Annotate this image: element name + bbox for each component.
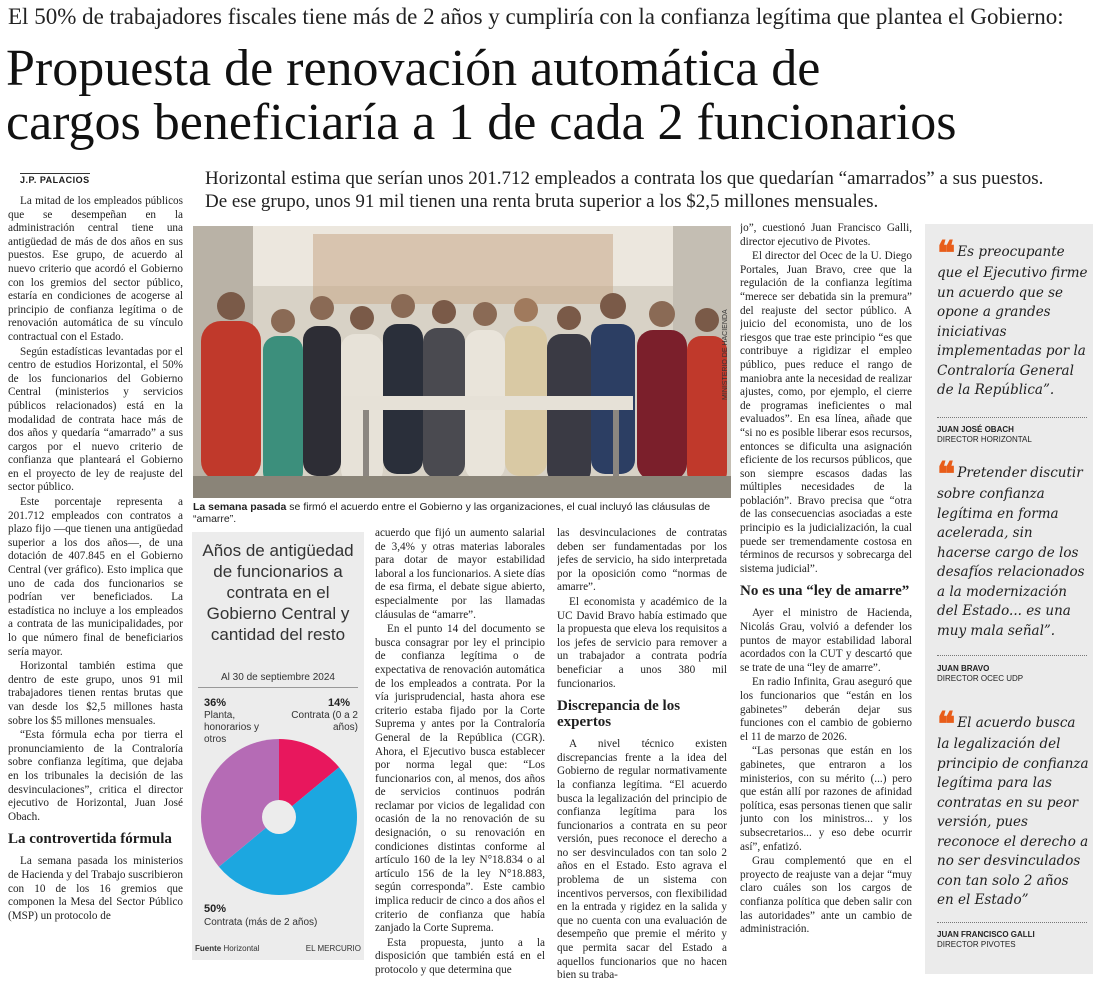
headline-line-2: cargos beneficiaría a 1 de cada 2 funcionarios [6,94,957,151]
quote-role: DIRECTOR HORIZONTAL [937,434,1032,444]
chart-title: Años de antigüedad de funcionarios a contrata en el Gobierno Central y cantidad del resto [202,541,354,644]
column-1 [8,195,183,981]
quote-text: El acuerdo busca la legalización del principio de confianza legítima para las contratas en su peor versión, pues reconoce el derecho a no ser desvinculados con tan solo 2 años en el Estado” [937,715,1089,908]
byline: J.P. PALACIOS [20,175,90,185]
donut-hole [262,800,296,834]
headline-line-1: Propuesta de renovación automática de [6,40,821,97]
quote-mark-icon: ❝ [937,455,956,495]
paragraph: acuerdo que fijó un aumento salarial de 3,4% y otras materias laborales para dotar de mayor estabilidad laboral a los funcionarios. A siete días de esa firma, el debate sigue abierto, especialmente por las llamadas cláusulas de “amarre”. [375,527,545,621]
quote-divider [937,655,1087,656]
paragraph: Esta propuesta, junto a la disposición que también está en el protocolo y que determina que [375,936,545,976]
group-photo-illustration [193,226,731,498]
caption-lead: La semana pasada [193,501,287,513]
chart-subtitle: Al 30 de septiembre 2024 [221,672,335,683]
paragraph: Este porcentaje representa a 201.712 empleados con contratos a plazo fijo —que tienen una antigüedad superior a los dos años—, de una dotación de 407.845 en el Gobierno Central (ver gráfico). Esto implica que uno de cada dos funcionarios se podrían ver beneficiados. La estadística no incluye a los empleados a contrata de las municipalidades, por lo que número final de beneficiarios sería mayor. [8,496,183,658]
paragraph: La semana pasada los ministerios de Hacienda y del Trabajo suscribieron con 10 de los 16 gremios que componen la Mesa del Sector Público (MSP) un protocolo de [8,855,183,922]
column-3 [557,527,727,982]
quote-attribution [937,930,1089,949]
paragraph: En el punto 14 del documento se busca consagrar por ley el principio de confianza legítima o de expectativa de renovación automática de los empleados a contrata. Por la vía jurisprudencial, hasta ahora ese criterio estaba fijado por la Corte Suprema y antes por la Contraloría General de la República (CGR). Ahora, el Ejecutivo busca establecer por norma legal que: “Los funcionarios con, al menos, dos años de servicios continuos podrán reclamar por vicios de legalidad con ocasión de la no renovación de su designación, o su renovación en condiciones distintas conforme al artículo 160 de la ley N°18.834 o al artículo 156 de la ley N°18.883, según corresponda”. Este cambio implica reducir de cinco a dos años el criterio de confianza que había zanjado la Corte Suprema. [375,623,545,935]
pull-quote [937,455,1089,641]
paragraph: jo”, cuestionó Juan Francisco Galli, director ejecutivo de Pivotes. [740,222,912,248]
paragraph: “Las personas que están en los gabinetes, que entraron a los ministerios, con su mérito (...) pero que están allí por razones de afinidad política, esas personas tienen que salir junto con los ministros... y los subsecretarios... y eso debe ocurrir así”, enfatizó. [740,745,912,853]
quote-attribution [937,425,1089,444]
paragraph: A nivel técnico existen discrepancias frente a la idea del Gobierno de regular normativamente la confianza legítima. “El acuerdo busca la legalización del principio de confianza legítima para los funcionarios a contrata en su peor versión, pues reconoce el derecho a no ser desvinculados con tan solo 2 años en el Estado. Esto agrava el problema de un sistema con incentivos perversos, con flexibilidad en la entrada y rigidez en la salida y que no cuenta con una evaluación de desempeño que premie el mérito y que permita sacar del Estado a aquellos funcionarios que no hacen bien su traba- [557,738,727,982]
photo-credit: MINISTERIO DE HACIENDA [722,309,729,400]
paragraph: Según estadísticas levantadas por el centro de estudios Horizontal, el 50% de los funcionarios del Gobierno Central (ministerios y servicios públicos relacionados) está en la modalidad de contrata hace más de dos años y quedaría “amarrado” a sus cargos por el nuevo criterio de confianza que planteará el Gobierno en el proyecto de ley de reajuste del sector público. [8,345,183,494]
section-heading: No es una “ley de amarre” [740,583,910,600]
quote-mark-icon: ❝ [937,234,956,274]
quote-attribution [937,664,1089,683]
kicker: El 50% de trabajadores fiscales tiene más de 2 años y cumpliría con la confianza legítima que plantea el Gobierno: [8,4,1064,29]
paragraph: En radio Infinita, Grau aseguró que los funcionarios que “están en los gabinetes” deberán dejar sus funciones con el cambio de gobierno el 11 de marzo de 2026. [740,676,912,743]
news-photo [193,226,731,498]
slice-pct-label: 50% [204,903,227,915]
quote-text: Pretender discutir sobre confianza legítima en forma acelerada, sin hacerse cargo de los desafíos relacionados a la modernización del Estado... es una muy mala señal”. [937,465,1085,639]
subhead: Horizontal estima que serían unos 201.712 empleados a contrata los que quedarían “amarrados” a sus puestos. De ese grupo, unos 91 mil tienen una renta bruta superior a los $2,5 millones mensuales. [205,168,1044,212]
quote-role: DIRECTOR PIVOTES [937,939,1016,949]
slice-name-label: Contrata (más de 2 años) [204,917,318,928]
section-heading: Discrepancia de los expertos [557,698,681,731]
quote-mark-icon: ❝ [937,705,956,745]
quote-text: Es preocupante que el Ejecutivo firme un acuerdo que se opone a grandes iniciativas implementadas por la Contraloría General de la República”. [937,244,1088,398]
signing-table [343,396,633,410]
source-name: Horizontal [223,944,260,953]
paragraph: Ayer el ministro de Hacienda, Nicolás Grau, volvió a defender los puntos de mayor estabilidad laboral acordados con la CUT y descartó que se trate de una “ley de amarre”. [740,607,912,674]
chart-rule [198,687,358,688]
quote-author: JUAN JOSÉ OBACH [937,425,1014,434]
column-4 [740,222,912,982]
pull-quote [937,234,1089,401]
quote-divider [937,417,1087,418]
photo-caption [193,501,733,525]
publisher-name: EL MERCURIO [305,944,361,953]
pull-quote [937,705,1089,911]
paragraph: La mitad de los empleados públicos que se desempeñan en la administración central tiene una antigüedad de más de dos años en sus puestos. Ese grupo, de acuerdo al nuevo criterio que acordó el Gobierno con los gremios del sector público, estaría en condiciones de acogerse al principio de confianza legítima o de renovación automática de su vínculo contractual con el Estado. [8,195,183,343]
paragraph: “Esta fórmula echa por tierra el pronunciamiento de la Contraloría sobre confianza legítima, que dejaba en los tribunales la decisión de las desvinculaciones”, critica el director ejecutivo de Horizontal, Juan José Obach. [8,729,183,823]
quote-divider [937,922,1087,923]
column-2 [375,527,545,982]
caption-text: se firmó el acuerdo entre el Gobierno y las organizaciones, el cual incluyó las cláusulas de “amarre”. [193,501,711,525]
chart-source [195,944,363,953]
headline [6,42,1096,150]
paragraph: las desvinculaciones de contratas deben ser fundamentadas por los jefes de servicio, ha sido interpretada por la oposición como “normas de amarre”. [557,527,727,594]
paragraph: Grau complementó que en el proyecto de reajuste van a dejar “muy claro cuáles son los cargos de confianza política que deben salir con las autoridades” ante un cambio de administración. [740,855,912,936]
donut-chart [200,738,358,896]
slice-name-label: Planta, honorarios y otros [204,710,260,745]
source-label: Fuente [195,944,222,953]
paragraph: El director del Ocec de la U. Diego Portales, Juan Bravo, cree que la regulación de la confianza legítima “merece ser debatida sin la premura” del reajuste del sector público. A juicio del economista, uno de los riesgos que trae este principio “es que contribuye a rigidizar el empleo público, pues reduce el rango de maniobra ante la necesidad de realizar ajustes, como, por ejemplo, el cierre de programas ineficientes o mal evaluados”. En esa línea, añade que “si no es posible liberar esos recursos, entonces se dificulta una asignación eficiente de los recursos públicos, que son siempre escasos dadas las múltiples necesidades de la población”. Bravo precisa que “otra de las consecuencias asociadas a este principio es la judicialización, la cual puede ser tremendamente costosa en términos de recursos y sobrecarga del sistema judicial”. [740,250,912,575]
paragraph: Horizontal también estima que dentro de este grupo, unos 91 mil trabajadores tienen rentas brutas que van desde los $2,5 millones hasta sobre los $5 millones mensuales. [8,660,183,727]
slice-pct-label: 36% [204,697,227,709]
quote-author: JUAN BRAVO [937,664,990,673]
section-heading: La controvertida fórmula [8,831,172,848]
paragraph: El economista y académico de la UC David Bravo había estimado que la propuesta que eleva los requisitos a los jefes de servicio para remover a un trabajador a contrata podría beneficiar a unos 380 mil funcionarios. [557,595,727,690]
slice-pct-label: 14% [328,697,351,709]
slice-name-label: Contrata (0 a 2 años) [291,710,358,733]
quote-author: JUAN FRANCISCO GALLI [937,930,1035,939]
quote-role: DIRECTOR OCEC UDP [937,673,1024,683]
